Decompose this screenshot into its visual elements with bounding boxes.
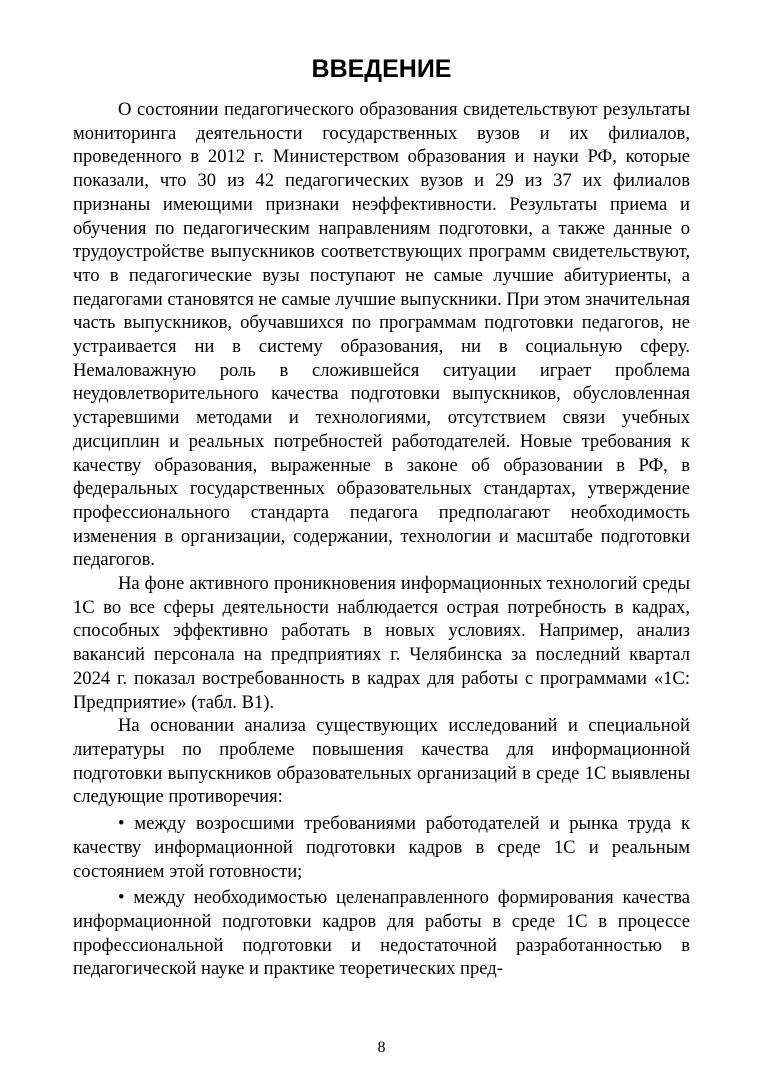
bullet-item: • между необходимостью целенаправленного формирования качества информационной подготовки кадров для работы в среде 1С в процессе профессиональной подготовки и недостаточной разработанностью в педагогической науке и практике теоретических пред- (73, 887, 690, 980)
document-body (73, 98, 690, 981)
section-title: ВВЕДЕНИЕ (311, 55, 452, 83)
paragraph-it-demand: На фоне активного проникновения информационных технологий среды 1С во все сферы деятельности наблюдается острая потребность в кадрах, способных эффективно работать в новых условиях. Например, анализ вакансий персонала на предприятиях г. Челябинска за последний квартал 2024 г. показал востребованность в кадрах для работы с программами «1С: Предприятие» (табл. В1). (73, 573, 690, 713)
bullet-item: • между возросшими требованиями работодателей и рынка труда к качеству информационной подготовки кадров в среде 1С и реальным состоянием этой готовности; (73, 813, 690, 882)
paragraph-contradictions: На основании анализа существующих исследований и специальной литературы по проблеме повышения качества для информационной подготовки выпускников образовательных организаций в среде 1С выявлены следующие противоречия: (73, 715, 690, 808)
paragraph-intro: О состоянии педагогического образования свидетельствуют результаты мониторинга деятельности государственных вузов и их филиалов, проведенного в 2012 г. Министерством образования и науки РФ, которые показали, что 30 из 42 педагогических вузов и 29 из 37 их филиалов признаны имеющими признаки неэффективности. Результаты приема и обучения по педагогическим направлениям подготовки, а также данные о трудоустройстве выпускников соответствующих программ свидетельствуют, что в педагогические вузы поступают не самые лучшие абитуриенты, а педагогами становятся не самые лучшие выпускники. При этом значительная часть выпускников, обучавшихся по программам подготовки педагогов, не устраивается ни в систему образования, ни в социальную сферу. Немаловажную роль в сложившейся ситуации играет проблема неудовлетворительного качества подготовки выпускников, обусловленная устаревшими методами и технологиями, отсутствием связи учебных дисциплин и реальных потребностей работодателей. Новые требования к качеству образования, выраженные в законе об образовании в РФ, в федеральных государственных образовательных стандартах, утверждение профессионального стандарта педагога предполагают необходимость изменения в организации, содержании, технологии и масштабе подготовки педагогов. (73, 99, 690, 571)
page-number: 8 (377, 1039, 386, 1056)
